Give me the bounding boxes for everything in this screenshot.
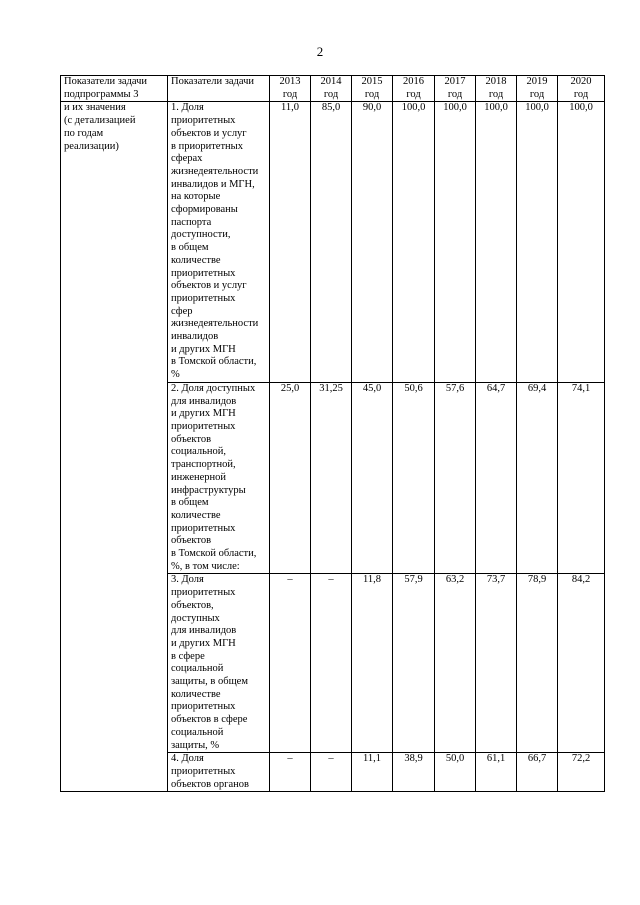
indicator-value: 25,0 (270, 382, 311, 574)
indicator-value: 11,8 (352, 574, 393, 753)
indicator-value: 72,2 (558, 753, 605, 792)
indicator-value: 50,6 (393, 382, 435, 574)
indicator-value: – (270, 753, 311, 792)
table-row (61, 102, 605, 382)
indicator-value: 63,2 (435, 574, 476, 753)
indicator-value: 11,0 (270, 102, 311, 382)
indicator-description: 3. Доля приоритетных объектов, доступных для инвалидов и других МГН в сфере социальной защиты, в общем количестве приоритетных объектов в сфере социальной защиты, % (168, 574, 270, 753)
indicator-value: 74,1 (558, 382, 605, 574)
year-header (352, 76, 393, 102)
year-header (270, 76, 311, 102)
indicators-table (60, 75, 605, 792)
year-header (517, 76, 558, 102)
indicator-value: 100,0 (476, 102, 517, 382)
year-unit: год (364, 88, 380, 100)
indicator-value: 100,0 (393, 102, 435, 382)
year-number: 2014 (320, 76, 342, 87)
col1-header (61, 76, 168, 102)
year-unit: год (447, 88, 463, 100)
year-number: 2016 (403, 76, 424, 87)
indicator-value: 100,0 (517, 102, 558, 382)
indicator-description: 4. Доля приоритетных объектов органов (168, 753, 270, 792)
year-unit: год (488, 88, 504, 100)
indicator-value: 45,0 (352, 382, 393, 574)
indicator-value: – (270, 574, 311, 753)
year-unit: год (323, 88, 339, 100)
indicator-value: 64,7 (476, 382, 517, 574)
year-header (435, 76, 476, 102)
indicator-value: 100,0 (558, 102, 605, 382)
header-row (61, 76, 605, 102)
year-number: 2019 (526, 76, 548, 87)
year-number: 2015 (361, 76, 383, 87)
year-number: 2013 (279, 76, 301, 87)
page-number: 2 (316, 44, 324, 59)
indicator-value: 11,1 (352, 753, 393, 792)
indicator-value: 84,2 (558, 574, 605, 753)
indicator-value: 61,1 (476, 753, 517, 792)
year-unit: год (529, 88, 545, 100)
indicator-value: 50,0 (435, 753, 476, 792)
year-number: 2018 (485, 76, 507, 87)
col1-header-line1: Показатели задачи (64, 76, 147, 87)
year-header (476, 76, 517, 102)
indicator-value: – (311, 574, 352, 753)
indicator-description: 1. Доля приоритетных объектов и услуг в приоритетных сферах жизнедеятельности инвалидов и МГН, на которые сформированы паспорта доступности, в общем количестве приоритетных объектов и услуг приоритетных сфер жизнедеятельности инвалидов и других МГН в Томской области, % (168, 102, 270, 382)
year-unit: год (573, 88, 589, 100)
col2-header: Показатели задачи (168, 76, 270, 102)
indicator-value: 85,0 (311, 102, 352, 382)
year-unit: год (406, 88, 421, 100)
indicator-value: 66,7 (517, 753, 558, 792)
indicator-value: 78,9 (517, 574, 558, 753)
year-header (311, 76, 352, 102)
indicator-value: 57,9 (393, 574, 435, 753)
indicator-value: 90,0 (352, 102, 393, 382)
indicator-value: 100,0 (435, 102, 476, 382)
indicator-value: – (311, 753, 352, 792)
year-header (393, 76, 435, 102)
indicator-value: 38,9 (393, 753, 435, 792)
col1-header-line2: подпрограммы 3 (64, 88, 139, 100)
indicator-value: 57,6 (435, 382, 476, 574)
indicator-description: 2. Доля доступных для инвалидов и других МГН приоритетных объектов социальной, транспортной, инженерной инфраструктуры в общем количестве приоритетных объектов в Томской области, %, в том числе: (168, 382, 270, 574)
year-number: 2017 (444, 76, 466, 87)
indicator-value: 31,25 (311, 382, 352, 574)
indicator-value: 73,7 (476, 574, 517, 753)
year-number: 2020 (570, 76, 592, 87)
year-header (558, 76, 605, 102)
task-description-cell: и их значения (с детализацией по годам реализации) (61, 102, 168, 792)
indicator-value: 69,4 (517, 382, 558, 574)
year-unit: год (282, 88, 298, 100)
